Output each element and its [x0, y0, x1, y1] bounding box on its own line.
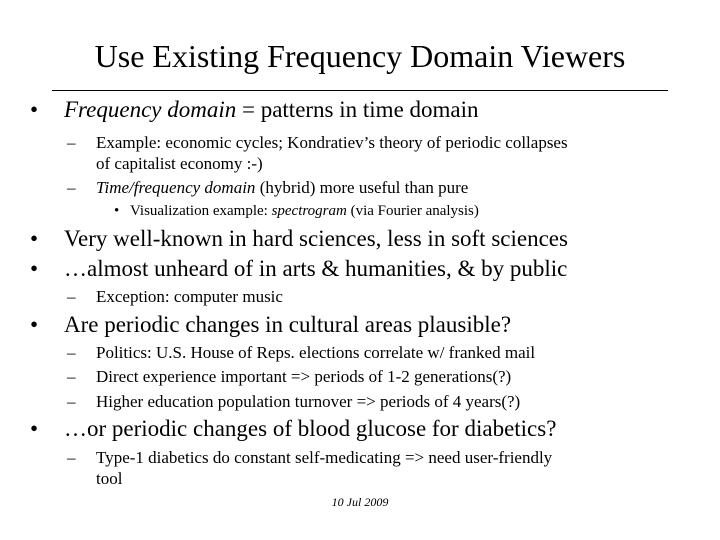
sub-bullet-text: Type-1 diabetics do constant self-medicating => need user-friendly	[96, 448, 553, 467]
sub-bullet-politics	[67, 342, 536, 364]
sub-bullet-type1-diabetics	[67, 447, 553, 469]
sub-bullet-text: Example: economic cycles; Kondratiev’s theory of periodic collapses	[96, 133, 568, 152]
slide-title: Use Existing Frequency Domain Viewers	[94, 38, 626, 74]
bullet-marker: •	[30, 226, 39, 251]
sub-bullet-text: Exception: computer music	[96, 287, 283, 306]
sub-sub-bullet-emphasis: spectrogram	[271, 203, 347, 219]
dash-marker: –	[67, 448, 76, 467]
bullet-emphasis: Frequency domain	[64, 97, 237, 122]
title-divider	[52, 90, 668, 91]
bullet-text: …almost unheard of in arts & humanities, & by public	[64, 256, 568, 281]
sub-bullet-text: Higher education population turnover => periods of 4 years(?)	[96, 392, 521, 411]
bullet-text: = patterns in time domain	[236, 97, 479, 122]
bullet-periodic-changes	[30, 311, 512, 339]
footer-date: 10 Jul 2009	[331, 495, 389, 509]
sub-bullet-emphasis: Time/frequency domain	[96, 178, 256, 197]
sub-bullet-continuation: of capitalist economy :-)	[96, 154, 263, 173]
dash-marker: –	[67, 367, 76, 386]
bullet-blood-glucose	[30, 415, 557, 443]
bullet-text: Are periodic changes in cultural areas plausible?	[64, 312, 512, 337]
bullet-frequency-domain	[30, 96, 479, 124]
sub-sub-bullet-spectrogram	[114, 201, 479, 221]
dash-marker: –	[67, 392, 76, 411]
dash-marker: –	[67, 287, 76, 306]
sub-bullet-text: Direct experience important => periods of 1-2 generations(?)	[96, 367, 512, 386]
sub-bullet-economic-cycles	[67, 132, 568, 154]
sub-bullet-text: (hybrid) more useful than pure	[255, 178, 469, 197]
sub-bullet-text: Politics: U.S. House of Reps. elections correlate w/ franked mail	[96, 343, 536, 362]
sub-bullet-direct-experience	[67, 366, 512, 388]
sub-bullet-time-frequency	[67, 177, 469, 199]
bullet-arts-humanities	[30, 255, 568, 283]
dash-marker: –	[67, 343, 76, 362]
bullet-marker: •	[30, 97, 39, 122]
dash-marker: –	[67, 133, 76, 152]
bullet-marker: •	[30, 256, 39, 281]
bullet-text: Very well-known in hard sciences, less in soft sciences	[64, 226, 568, 251]
sub-sub-bullet-text: Visualization example:	[130, 203, 272, 219]
sub-sub-bullet-text: (via Fourier analysis)	[346, 203, 479, 219]
bullet-hard-sciences	[30, 225, 568, 253]
sub-bullet-computer-music	[67, 286, 283, 308]
bullet-text: …or periodic changes of blood glucose for diabetics?	[64, 416, 557, 441]
dash-marker: –	[67, 178, 76, 197]
sub-bullet-continuation: tool	[96, 469, 123, 488]
bullet-marker: •	[30, 416, 39, 441]
bullet-marker: •	[30, 312, 39, 337]
bullet-marker: •	[114, 203, 120, 219]
sub-bullet-higher-education	[67, 391, 521, 413]
